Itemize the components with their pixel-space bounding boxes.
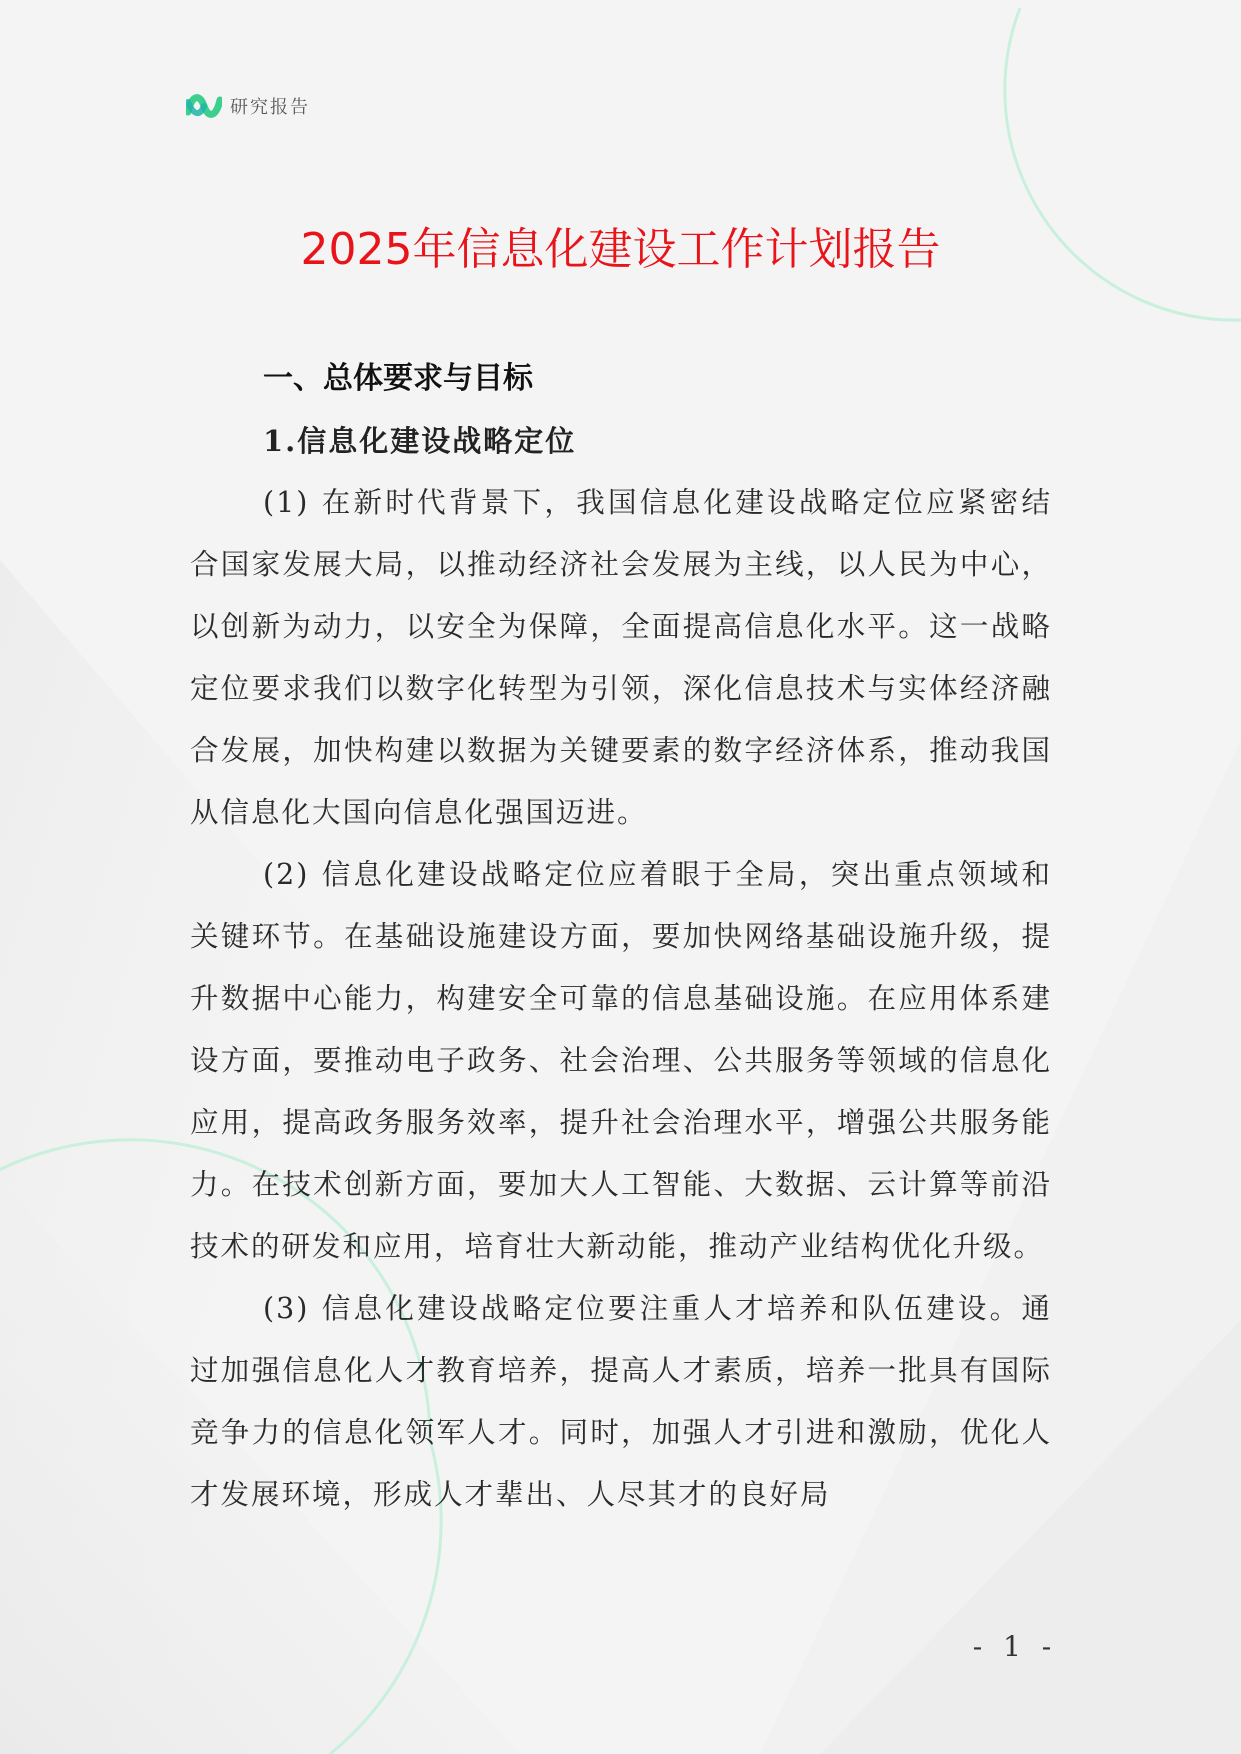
header-label: 研究报告 bbox=[230, 97, 310, 118]
report-header bbox=[186, 88, 310, 124]
paragraph-1: (1) 在新时代背景下，我国信息化建设战略定位应紧密结合国家发展大局，以推动经济社会发展为主线，以人民为中心，以创新为动力，以安全为保障，全面提高信息化水平。这一战略定位要求我们以数字化转型为引领，深化信息技术与实体经济融合发展，加快构建以数据为关键要素的数字经济体系，推动我国从信息化大国向信息化强国迈进。 bbox=[190, 486, 1052, 829]
page-number: - 1 - bbox=[972, 1630, 1058, 1663]
document-body bbox=[190, 348, 1052, 1526]
paragraph-2: (2) 信息化建设战略定位应着眼于全局，突出重点领域和关键环节。在基础设施建设方面，要加快网络基础设施升级，提升数据中心能力，构建安全可靠的信息基础设施。在应用体系建设方面，要推动电子政务、社会治理、公共服务等领域的信息化应用，提高政务服务效率，提升社会治理水平，增强公共服务能力。在技术创新方面，要加大人工智能、大数据、云计算等前沿技术的研发和应用，培育壮大新动能，推动产业结构优化升级。 bbox=[190, 858, 1052, 1263]
section-heading: 一、总体要求与目标 bbox=[263, 361, 533, 396]
subsection-heading: 1.信息化建设战略定位 bbox=[263, 424, 577, 458]
paragraph-3: (3) 信息化建设战略定位要注重人才培养和队伍建设。通过加强信息化人才教育培养，提高人才素质，培养一批具有国际竞争力的信息化领军人才。同时，加强人才引进和激励，优化人才发展环境，形成人才辈出、人尽其才的良好局 bbox=[190, 1292, 1052, 1511]
logo-icon bbox=[186, 90, 222, 122]
document-title: 2025年信息化建设工作计划报告 bbox=[300, 224, 941, 275]
